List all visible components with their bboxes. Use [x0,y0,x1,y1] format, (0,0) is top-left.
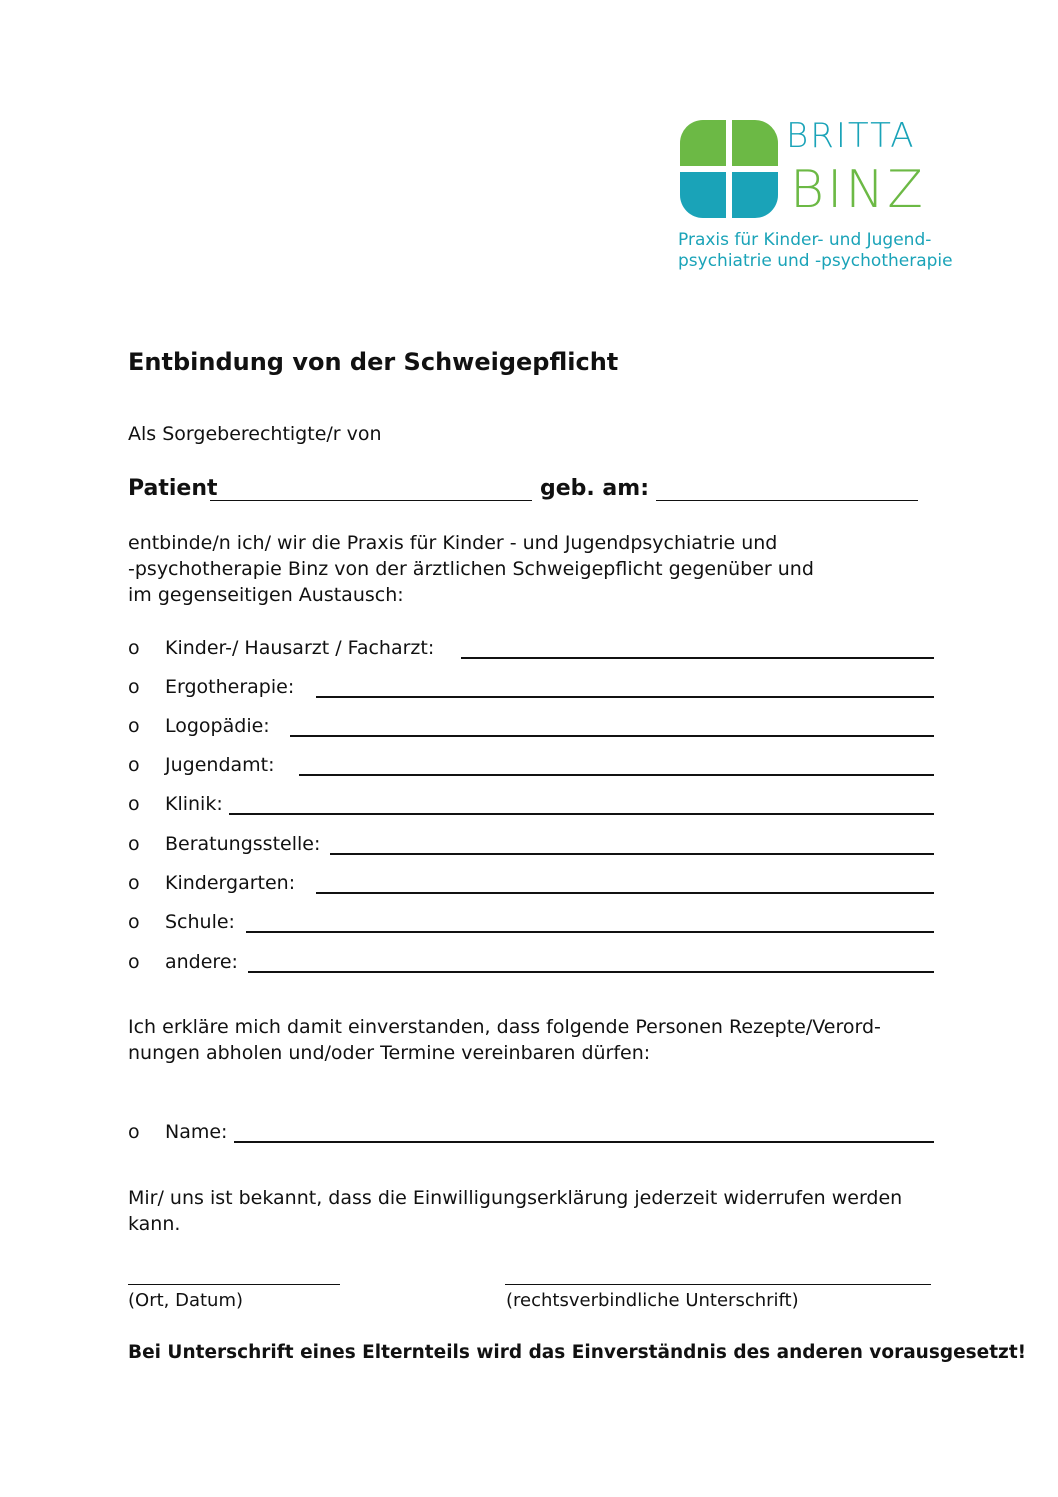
consent-paragraph [128,1014,881,1066]
item-fill-line[interactable] [461,657,934,659]
item-label: andere: [165,951,238,973]
checkbox-bullet[interactable]: o [128,754,140,776]
checkbox-bullet[interactable]: o [128,1121,140,1143]
place-date-label: (Ort, Datum) [128,1290,244,1311]
release-paragraph-line: im gegenseitigen Austausch: [128,584,404,606]
list-item-ergotherapie [128,674,934,704]
consent-paragraph-line: nungen abholen und/oder Termine vereinbaren dürfen: [128,1042,651,1064]
release-paragraph-line: entbinde/n ich/ wir die Praxis für Kinder - und Jugendpsychiatrie und [128,532,778,554]
checkbox-bullet[interactable]: o [128,872,140,894]
list-item-name [128,1119,934,1149]
item-label: Klinik: [165,793,223,815]
item-fill-line[interactable] [229,813,934,815]
list-item-kinderarzt [128,635,934,665]
signature-field[interactable] [505,1284,931,1285]
logo-tagline [678,230,953,272]
item-fill-line[interactable] [248,971,934,973]
list-item-andere [128,949,934,979]
item-fill-line[interactable] [330,853,934,855]
place-date-field[interactable] [128,1284,340,1285]
footer-note: Bei Unterschrift eines Elternteils wird das Einverständnis des anderen vorausgesetzt! [128,1342,1027,1363]
birthdate-label: geb. am: [540,476,650,501]
birthdate-field[interactable] [656,500,918,501]
list-item-jugendamt [128,752,934,782]
logo-icon [680,120,778,218]
logo-tagline-line-2: psychiatrie und -psychotherapie [678,251,953,271]
list-item-schule [128,909,934,939]
patient-name-field[interactable] [210,500,532,501]
revocation-paragraph-line: Mir/ uns ist bekannt, dass die Einwilligungserklärung jederzeit widerrufen werden [128,1187,903,1209]
item-label: Beratungsstelle: [165,833,321,855]
release-paragraph-line: -psychotherapie Binz von der ärztlichen Schweigepflicht gegenüber und [128,558,814,580]
item-label: Schule: [165,911,235,933]
checkbox-bullet[interactable]: o [128,637,140,659]
list-item-klinik [128,791,934,821]
list-item-kindergarten [128,870,934,900]
intro-text: Als Sorgeberechtigte/r von [128,423,382,445]
item-label: Ergotherapie: [165,676,295,698]
checkbox-bullet[interactable]: o [128,951,140,973]
logo-text-britta: BRITTA [786,116,916,156]
checkbox-bullet[interactable]: o [128,676,140,698]
item-fill-line[interactable] [246,931,934,933]
item-fill-line[interactable] [290,735,934,737]
item-fill-line[interactable] [316,892,934,894]
logo-text-binz: BINZ [790,160,926,220]
name-fill-line[interactable] [234,1141,934,1143]
item-label: Logopädie: [165,715,270,737]
checkbox-bullet[interactable]: o [128,793,140,815]
consent-paragraph-line: Ich erkläre mich damit einverstanden, dass folgende Personen Rezepte/Verord- [128,1016,881,1038]
item-label: Jugendamt: [165,754,275,776]
item-fill-line[interactable] [299,774,934,776]
release-paragraph [128,530,928,608]
checkbox-bullet[interactable]: o [128,911,140,933]
item-fill-line[interactable] [316,696,934,698]
checkbox-bullet[interactable]: o [128,833,140,855]
list-item-logopaedie [128,713,934,743]
logo-tagline-line-1: Praxis für Kinder- und Jugend- [678,230,932,250]
signature-label: (rechtsverbindliche Unterschrift) [506,1290,799,1311]
patient-row [128,476,928,508]
checkbox-bullet[interactable]: o [128,715,140,737]
list-item-beratungsstelle [128,831,934,861]
item-label: Kindergarten: [165,872,296,894]
revocation-paragraph [128,1185,902,1237]
item-label: Name: [165,1121,228,1143]
page-title: Entbindung von der Schweigepflicht [128,348,619,376]
revocation-paragraph-line: kann. [128,1213,181,1235]
patient-label: Patient [128,476,218,501]
item-label: Kinder-/ Hausarzt / Facharzt: [165,637,435,659]
